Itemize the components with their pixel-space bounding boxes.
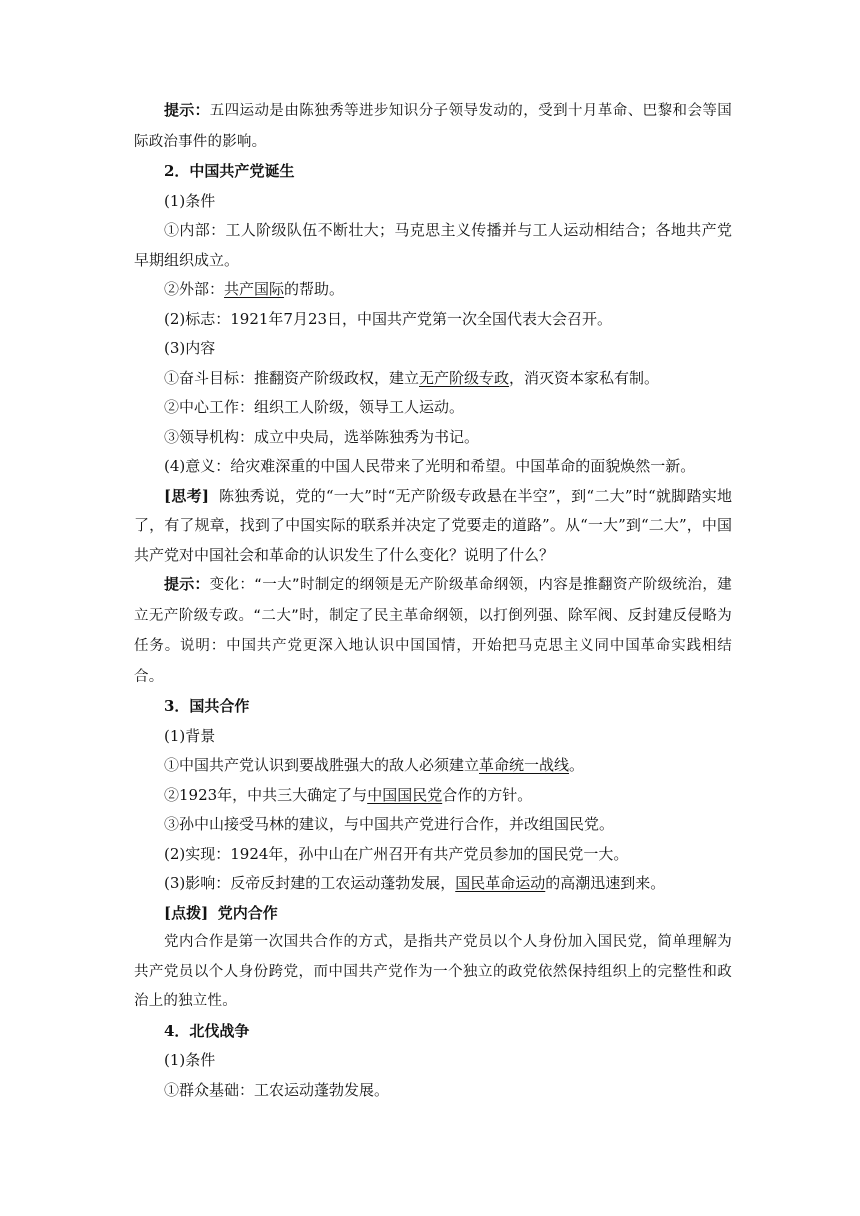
cooperation-effect-suffix: 的高潮迅速到来。: [545, 874, 666, 892]
section-heading-cooperation: 3．国共合作: [164, 697, 250, 715]
content-heading: (3)内容: [164, 339, 216, 357]
content-leadership: ③领导机构：成立中央局，选举陈独秀为书记。: [164, 427, 480, 446]
condition-internal: ①内部：工人阶级队伍不断壮大；马克思主义传播并与工人运动相结合；各地共产党早期组织成立。: [134, 221, 732, 269]
content-center-work: ②中心工作：组织工人阶级，领导工人运动。: [164, 398, 465, 416]
point-text: 党内合作是第一次国共合作的方式，是指共产党员以个人身份加入国民党，简单理解为共产党员以个人身份跨党，而中国共产党作为一个独立的政党依然保持组织上的完整性和政治上的独立性。: [134, 934, 732, 1009]
hint-label: 提示：: [164, 575, 210, 593]
hint-paragraph-2: [134, 570, 732, 692]
hint-paragraph-1: [134, 96, 732, 157]
background-item-3: ③孙中山接受马林的建议，与中国共产党进行合作，并改组国民党。: [164, 815, 615, 833]
think-label: [思考]: [164, 486, 209, 505]
point-heading: [134, 899, 732, 929]
point-title: 党内合作: [217, 903, 278, 922]
hint-text: 变化：“一大”时制定的纲领是无产阶级革命纲领，内容是推翻资产阶级统治，建立无产阶级专政。“二大”时，制定了民主革命纲领，以打倒列强、除军阀、反封建反侵略为任务。说明：中国共产党更深入地认识中国国情，开始把马克思主义同中国革命实践相结合。: [134, 577, 732, 685]
cooperation-effect: [134, 869, 732, 899]
background-item-2: [134, 781, 732, 811]
document-page: [134, 96, 732, 1105]
think-paragraph: [134, 482, 732, 571]
background-item-1-prefix: ①中国共产党认识到要战胜强大的敌人必须建立: [164, 756, 480, 774]
conditions-heading: (1)条件: [164, 191, 216, 210]
founding-meaning: (4)意义：给灾难深重的中国人民带来了光明和希望。中国革命的面貌焕然一新。: [164, 457, 696, 475]
condition-external-prefix: ②外部：: [164, 280, 225, 298]
think-text: 陈独秀说，党的“一大”时“无产阶级专政悬在半空”，到“二大”时“就脚踏实地了，有了规章，找到了中国实际的联系并决定了党要走的道路”。从“一大”到“二大”，中国共产党对中国社会和革命的认识发生了什么变化？说明了什么？: [134, 486, 732, 564]
point-label: [点拨]: [164, 903, 209, 922]
key-term-proletarian-dictatorship: 无产阶级专政: [419, 368, 510, 387]
hint-text: 五四运动是由陈独秀等进步知识分子领导发动的，受到十月革命、巴黎和会等国际政治事件的影响。: [134, 103, 732, 150]
key-term-comintern: 共产国际: [224, 280, 285, 298]
section-heading-party-founding: 2．中国共产党诞生: [164, 162, 295, 180]
background-item-1: [134, 751, 732, 781]
content-goal-suffix: ，消灭资本家私有制。: [509, 368, 660, 387]
background-item-2-prefix: ②1923年，中共三大确定了与: [164, 785, 368, 804]
key-term-kmt: 中国国民党: [367, 785, 443, 804]
background-item-1-suffix: 。: [569, 756, 585, 774]
key-term-national-revolution: 国民革命运动: [455, 874, 546, 892]
section-heading-northern-expedition: 4．北伐战争: [164, 1021, 250, 1040]
content-goal: [134, 364, 732, 394]
background-item-2-suffix: 合作的方针。: [442, 785, 533, 804]
key-term-united-front: 革命统一战线: [479, 756, 570, 774]
hint-label: 提示：: [164, 101, 210, 119]
condition-external-suffix: 的帮助。: [284, 280, 345, 298]
cooperation-effect-prefix: (3)影响：反帝反封建的工农运动蓬勃发展，: [164, 874, 456, 892]
cooperation-realization: (2)实现：1924年，孙中山在广州召开有共产党员参加的国民党一大。: [164, 844, 629, 863]
founding-mark: (2)标志：1921年7月23日，中国共产党第一次全国代表大会召开。: [164, 309, 613, 328]
background-heading: (1)背景: [164, 726, 216, 745]
condition-external: [134, 275, 732, 305]
expedition-conditions-heading: (1)条件: [164, 1051, 216, 1069]
content-goal-prefix: ①奋斗目标：推翻资产阶级政权，建立: [164, 368, 420, 387]
expedition-mass-basis: ①群众基础：工农运动蓬勃发展。: [164, 1080, 390, 1099]
